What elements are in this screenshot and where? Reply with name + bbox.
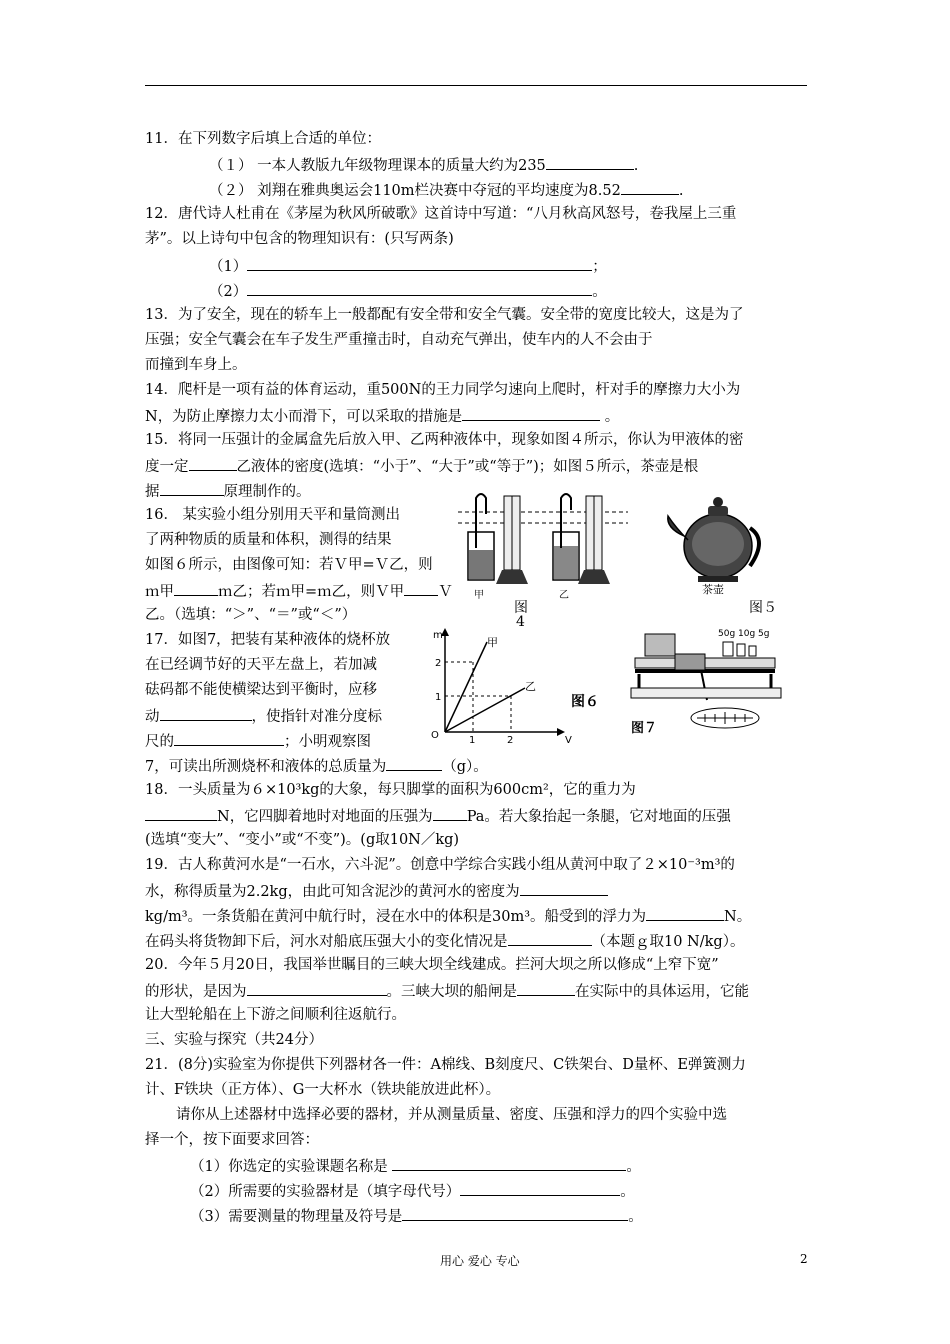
label-jia: 甲	[487, 636, 498, 649]
q16-line-b: 了两种物质的质量和体积，测得的结果	[145, 532, 392, 548]
blank[interactable]	[160, 706, 252, 721]
blank[interactable]	[520, 881, 608, 896]
figure-6-mass-volume-graph	[425, 628, 625, 744]
q16-line-e: 乙。（选填：“＞”、“＝”或“＜”）	[145, 607, 357, 623]
q16-line-a: 16． 某实验小组分别用天平和量筒测出	[145, 507, 401, 523]
blank[interactable]	[460, 1181, 620, 1196]
q16-line-d: ｍ甲 ｍ乙；若ｍ甲=ｍ乙，则Ｖ甲 Ｖ	[145, 581, 453, 601]
q11-item1: （１） 一本人教版九年级物理课本的质量大约为235 .	[209, 155, 638, 175]
label-yi: 乙	[559, 590, 569, 601]
q11-item2: （２） 刘翔在雅典奥运会110m栏决赛中夺冠的平均速度为8.52 .	[209, 180, 683, 200]
q20-line-b: 的形状，是因为 。三峡大坝的船闸是 在实际中的具体运用，它能	[145, 981, 749, 1001]
blank[interactable]	[160, 481, 224, 496]
q21-line-b: 计、F铁块（正方体）、G一大杯水（铁块能放进此杯）。	[145, 1082, 501, 1098]
q13-line-a: 13．为了安全，现在的轿车上一般都配有安全带和安全气囊。安全带的宽度比较大，这是为了	[145, 307, 744, 323]
figure-7-balance	[625, 624, 790, 742]
axis-m: m	[433, 630, 443, 641]
q18-line-b: N，它四脚着地时对地面的压强为 Pa。若大象抬起一条腿，它对地面的压强	[145, 806, 731, 826]
q13-line-c: 而撞到车身上。	[145, 357, 247, 373]
q21-line-c: 请你从上述器材中选择必要的器材，并从测量质量、密度、压强和浮力的四个实验中选	[176, 1107, 727, 1123]
q18-line-a: 18．一头质量为６×10³kg的大象，每只脚掌的面积为600cm²，它的重力为	[145, 782, 636, 798]
q13-line-b: 压强；安全气囊会在车子发生严重撞击时，自动充气弹出，使车内的人不会由于	[145, 332, 653, 348]
q17-line-f: 7，可读出所测烧杯和液体的总质量为 （g）。	[145, 756, 488, 776]
blank[interactable]	[646, 906, 724, 921]
blank[interactable]	[174, 581, 218, 596]
header-rule	[145, 85, 807, 86]
q20-line-a: 20．今年５月20日，我国举世瞩目的三峡大坝全线建成。拦河大坝之所以修成“上窄下宽”	[145, 957, 719, 973]
q17-line-e: 尺的 ；小明观察图	[145, 731, 371, 751]
blank[interactable]	[392, 1156, 626, 1171]
figure-5-caption: 图５	[749, 600, 777, 616]
label-jia: 甲	[474, 590, 484, 601]
q17-line-d: 动 ，使指针对准分度标	[145, 706, 382, 726]
blank[interactable]	[247, 256, 592, 271]
blank[interactable]	[508, 931, 592, 946]
blank[interactable]	[174, 731, 284, 746]
q19-line-d: 在码头将货物卸下后，河水对船底压强大小的变化情况是 （本题ｇ取10 N/kg）。	[145, 931, 744, 951]
section-title: 三、实验与探究（共24分）	[145, 1032, 323, 1048]
q19-line-b: 水，称得质量为2.2kg，由此可知含泥沙的黄河水的密度为	[145, 881, 608, 901]
blank[interactable]	[402, 1206, 628, 1221]
q21-line-d: 择一个，按下面要求回答：	[145, 1132, 319, 1148]
tick-x2: 2	[507, 735, 514, 744]
q17-line-a: 17．如图7，把装有某种液体的烧杯放	[145, 632, 391, 648]
axis-origin: O	[431, 730, 439, 741]
figure-4-pressure-gauges	[458, 488, 628, 606]
q15-line-b: 度一定 乙液体的密度(选填：“小于”、“大于”或“等于”)；如图５所示，茶壶是根	[145, 456, 698, 476]
tick-y1: 1	[435, 692, 442, 703]
q20-line-c: 让大型轮船在上下游之间顺利往返航行。	[145, 1007, 406, 1023]
blank[interactable]	[433, 806, 467, 821]
label-yi: 乙	[525, 680, 536, 693]
q19-line-a: 19．古人称黄河水是“一石水，六斗泥”。创意中学综合实践小组从黄河中取了２×10⁻³m³的	[145, 857, 735, 873]
q21-item3: （3）需要测量的物理量及符号是 。	[190, 1206, 643, 1226]
blank[interactable]	[247, 981, 387, 996]
blank[interactable]	[462, 406, 600, 421]
page-number: 2	[800, 1252, 808, 1266]
blank[interactable]	[189, 456, 237, 471]
blank[interactable]	[247, 281, 592, 296]
q12-item1: （1） ；	[209, 256, 607, 276]
figure-6-caption: 图６	[571, 694, 599, 710]
q21-line-a: 21．(8分)实验室为你提供下列器材各一件：A棉线、B刻度尺、C铁架台、D量杯、E弹簧测力	[145, 1057, 746, 1073]
q19-line-c: kg/m³。一条货船在黄河中航行时，浸在水中的体积是30m³。船受到的浮力为 N。	[145, 906, 751, 926]
blank[interactable]	[546, 155, 634, 170]
q14-line-b: N，为防止摩擦力太小而滑下，可以采取的措施是 。	[145, 406, 619, 426]
q18-line-c: (选填“变大”、“变小”或“不变”)。(g取10N／kg)	[145, 832, 460, 848]
q11-title: 11．在下列数字后填上合适的单位：	[145, 131, 381, 147]
q21-item1: （1）你选定的实验课题名称是 。	[190, 1156, 641, 1176]
q15-line-a: 15．将同一压强计的金属盒先后放入甲、乙两种液体中，现象如图４所示，你认为甲液体的密	[145, 432, 744, 448]
footer-slogan: 用心 爱心 专心	[440, 1254, 520, 1268]
q12-line-b: 茅”。以上诗句中包含的物理知识有：(只写两条)	[145, 231, 454, 247]
figure-7-caption: 图７	[631, 721, 658, 736]
weights-label: 50g 10g 5g	[718, 629, 770, 639]
blank[interactable]	[621, 180, 679, 195]
q12-item2: （2） 。	[209, 281, 607, 301]
figure-4-caption-b: 4	[516, 614, 525, 630]
axis-v: V	[565, 735, 572, 744]
blank[interactable]	[517, 981, 575, 996]
blank[interactable]	[404, 581, 438, 596]
q17-line-c: 砝码都不能使横梁达到平衡时，应移	[145, 682, 377, 698]
line-jia	[445, 642, 487, 732]
q16-line-c: 如图６所示，由图像可知：若Ｖ甲=Ｖ乙，则	[145, 557, 433, 573]
q15-line-c: 据 原理制作的。	[145, 481, 311, 501]
blank[interactable]	[145, 806, 217, 821]
teapot-label: 茶壶	[702, 583, 724, 596]
q12-line-a: 12．唐代诗人杜甫在《茅屋为秋风所破歌》这首诗中写道：“八月秋高风怒号，卷我屋上三重	[145, 206, 737, 222]
line-yi	[445, 688, 525, 732]
figure-4-caption-a: 图	[514, 600, 528, 616]
tick-x1: 1	[469, 735, 476, 744]
q14-line-a: 14．爬杆是一项有益的体育运动，重500N的王力同学匀速向上爬时，杆对手的摩擦力大小为	[145, 382, 741, 398]
tick-y2: 2	[435, 658, 442, 669]
q17-line-b: 在已经调节好的天平左盘上，若加减	[145, 657, 377, 673]
q21-item2: （2）所需要的实验器材是（填字母代号） 。	[190, 1181, 635, 1201]
figure-5-teapot	[658, 488, 770, 598]
blank[interactable]	[386, 756, 442, 771]
